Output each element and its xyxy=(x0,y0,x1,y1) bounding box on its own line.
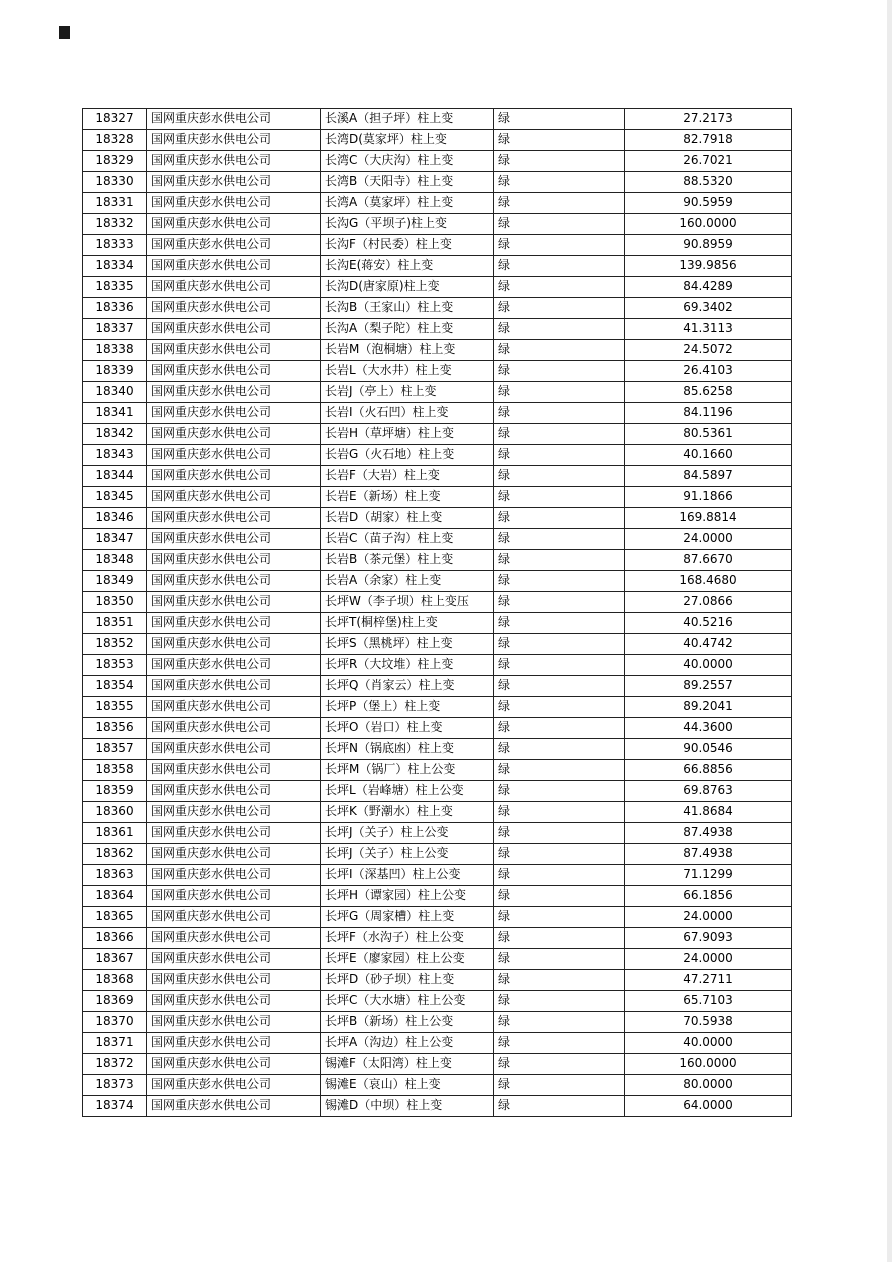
cell-company: 国网重庆彭水供电公司 xyxy=(147,760,321,781)
cell-value: 160.0000 xyxy=(625,1054,792,1075)
cell-company: 国网重庆彭水供电公司 xyxy=(147,361,321,382)
cell-value: 87.6670 xyxy=(625,550,792,571)
cell-id: 18330 xyxy=(83,172,147,193)
table-row xyxy=(83,823,792,844)
cell-company: 国网重庆彭水供电公司 xyxy=(147,466,321,487)
cell-value: 40.0000 xyxy=(625,1033,792,1054)
cell-id: 18328 xyxy=(83,130,147,151)
cell-company: 国网重庆彭水供电公司 xyxy=(147,487,321,508)
table-row xyxy=(83,613,792,634)
cell-status: 绿 xyxy=(494,277,625,298)
cell-status: 绿 xyxy=(494,193,625,214)
cell-company: 国网重庆彭水供电公司 xyxy=(147,886,321,907)
cell-status: 绿 xyxy=(494,949,625,970)
cell-company: 国网重庆彭水供电公司 xyxy=(147,781,321,802)
cell-name: 长坪I（深基凹）柱上公变 xyxy=(321,865,494,886)
cell-status: 绿 xyxy=(494,592,625,613)
cell-status: 绿 xyxy=(494,214,625,235)
cell-value: 160.0000 xyxy=(625,214,792,235)
cell-status: 绿 xyxy=(494,886,625,907)
cell-company: 国网重庆彭水供电公司 xyxy=(147,529,321,550)
table-row xyxy=(83,592,792,613)
cell-value: 85.6258 xyxy=(625,382,792,403)
cell-company: 国网重庆彭水供电公司 xyxy=(147,382,321,403)
cell-company: 国网重庆彭水供电公司 xyxy=(147,718,321,739)
cell-name: 长岩D（胡家）柱上变 xyxy=(321,508,494,529)
cell-id: 18335 xyxy=(83,277,147,298)
table-row xyxy=(83,802,792,823)
cell-name: 长坪D（砂子坝）柱上变 xyxy=(321,970,494,991)
cell-id: 18343 xyxy=(83,445,147,466)
cell-company: 国网重庆彭水供电公司 xyxy=(147,340,321,361)
cell-company: 国网重庆彭水供电公司 xyxy=(147,571,321,592)
cell-id: 18348 xyxy=(83,550,147,571)
cell-id: 18333 xyxy=(83,235,147,256)
cell-status: 绿 xyxy=(494,109,625,130)
cell-name: 锡滩D（中坝）柱上变 xyxy=(321,1096,494,1117)
cell-value: 41.3113 xyxy=(625,319,792,340)
cell-id: 18363 xyxy=(83,865,147,886)
cell-id: 18351 xyxy=(83,613,147,634)
cell-status: 绿 xyxy=(494,529,625,550)
cell-id: 18338 xyxy=(83,340,147,361)
cell-status: 绿 xyxy=(494,760,625,781)
cell-id: 18358 xyxy=(83,760,147,781)
cell-name: 长岩F（大岩）柱上变 xyxy=(321,466,494,487)
table-row xyxy=(83,277,792,298)
table-row xyxy=(83,529,792,550)
cell-value: 24.0000 xyxy=(625,907,792,928)
cell-company: 国网重庆彭水供电公司 xyxy=(147,424,321,445)
cell-id: 18341 xyxy=(83,403,147,424)
table-row xyxy=(83,970,792,991)
cell-name: 长岩I（火石凹）柱上变 xyxy=(321,403,494,424)
cell-name: 长沟D(唐家原)柱上变 xyxy=(321,277,494,298)
cell-id: 18362 xyxy=(83,844,147,865)
cell-name: 长岩H（草坪塘）柱上变 xyxy=(321,424,494,445)
cell-id: 18369 xyxy=(83,991,147,1012)
cell-value: 89.2041 xyxy=(625,697,792,718)
cell-name: 锡滩F（太阳湾）柱上变 xyxy=(321,1054,494,1075)
cell-id: 18353 xyxy=(83,655,147,676)
table-row xyxy=(83,1012,792,1033)
cell-status: 绿 xyxy=(494,424,625,445)
cell-company: 国网重庆彭水供电公司 xyxy=(147,277,321,298)
cell-status: 绿 xyxy=(494,676,625,697)
cell-id: 18347 xyxy=(83,529,147,550)
cell-id: 18345 xyxy=(83,487,147,508)
cell-status: 绿 xyxy=(494,382,625,403)
cell-value: 47.2711 xyxy=(625,970,792,991)
cell-value: 24.0000 xyxy=(625,529,792,550)
cell-company: 国网重庆彭水供电公司 xyxy=(147,991,321,1012)
cell-id: 18360 xyxy=(83,802,147,823)
cell-id: 18350 xyxy=(83,592,147,613)
cell-name: 长坪C（大水塘）柱上公变 xyxy=(321,991,494,1012)
cell-status: 绿 xyxy=(494,739,625,760)
cell-company: 国网重庆彭水供电公司 xyxy=(147,256,321,277)
cell-value: 90.0546 xyxy=(625,739,792,760)
table-row xyxy=(83,298,792,319)
table-row xyxy=(83,361,792,382)
cell-name: 长坪O（岩口）柱上变 xyxy=(321,718,494,739)
cell-company: 国网重庆彭水供电公司 xyxy=(147,403,321,424)
cell-id: 18329 xyxy=(83,151,147,172)
cell-status: 绿 xyxy=(494,802,625,823)
cell-status: 绿 xyxy=(494,571,625,592)
cell-value: 91.1866 xyxy=(625,487,792,508)
cell-value: 65.7103 xyxy=(625,991,792,1012)
cell-company: 国网重庆彭水供电公司 xyxy=(147,1075,321,1096)
cell-value: 27.2173 xyxy=(625,109,792,130)
cell-name: 长坪M（锅厂）柱上公变 xyxy=(321,760,494,781)
cell-name: 长坪G（周家槽）柱上变 xyxy=(321,907,494,928)
cell-company: 国网重庆彭水供电公司 xyxy=(147,445,321,466)
cell-name: 长湾D(莫家坪）柱上变 xyxy=(321,130,494,151)
table-row xyxy=(83,697,792,718)
cell-status: 绿 xyxy=(494,403,625,424)
cell-status: 绿 xyxy=(494,1096,625,1117)
table-row xyxy=(83,634,792,655)
cell-company: 国网重庆彭水供电公司 xyxy=(147,109,321,130)
table-row xyxy=(83,172,792,193)
table-row xyxy=(83,676,792,697)
cell-value: 84.5897 xyxy=(625,466,792,487)
cell-id: 18349 xyxy=(83,571,147,592)
cell-company: 国网重庆彭水供电公司 xyxy=(147,1096,321,1117)
cell-name: 长坪L（岩峰塘）柱上公变 xyxy=(321,781,494,802)
table-row xyxy=(83,928,792,949)
cell-status: 绿 xyxy=(494,151,625,172)
table-row xyxy=(83,424,792,445)
table-row xyxy=(83,1075,792,1096)
cell-value: 90.5959 xyxy=(625,193,792,214)
table-row xyxy=(83,193,792,214)
cell-company: 国网重庆彭水供电公司 xyxy=(147,823,321,844)
cell-name: 长坪A（沟边）柱上公变 xyxy=(321,1033,494,1054)
cell-company: 国网重庆彭水供电公司 xyxy=(147,1033,321,1054)
cell-value: 27.0866 xyxy=(625,592,792,613)
cell-id: 18365 xyxy=(83,907,147,928)
cell-status: 绿 xyxy=(494,697,625,718)
cell-id: 18368 xyxy=(83,970,147,991)
table-row xyxy=(83,1033,792,1054)
cell-company: 国网重庆彭水供电公司 xyxy=(147,550,321,571)
table-row xyxy=(83,655,792,676)
table-row xyxy=(83,319,792,340)
table-row xyxy=(83,844,792,865)
cell-value: 71.1299 xyxy=(625,865,792,886)
cell-value: 40.5216 xyxy=(625,613,792,634)
cell-status: 绿 xyxy=(494,781,625,802)
cell-value: 89.2557 xyxy=(625,676,792,697)
cell-value: 169.8814 xyxy=(625,508,792,529)
cell-value: 90.8959 xyxy=(625,235,792,256)
cell-company: 国网重庆彭水供电公司 xyxy=(147,634,321,655)
cell-name: 长岩M（泡桐塘）柱上变 xyxy=(321,340,494,361)
cell-value: 44.3600 xyxy=(625,718,792,739)
cell-value: 84.1196 xyxy=(625,403,792,424)
cell-id: 18371 xyxy=(83,1033,147,1054)
cell-company: 国网重庆彭水供电公司 xyxy=(147,970,321,991)
cell-id: 18372 xyxy=(83,1054,147,1075)
cell-value: 24.5072 xyxy=(625,340,792,361)
cell-value: 168.4680 xyxy=(625,571,792,592)
cell-status: 绿 xyxy=(494,718,625,739)
cell-status: 绿 xyxy=(494,340,625,361)
cell-status: 绿 xyxy=(494,466,625,487)
cell-value: 87.4938 xyxy=(625,844,792,865)
transformer-table xyxy=(82,108,792,1117)
cell-id: 18336 xyxy=(83,298,147,319)
cell-value: 40.1660 xyxy=(625,445,792,466)
table-row xyxy=(83,991,792,1012)
cell-name: 长岩G（火石地）柱上变 xyxy=(321,445,494,466)
cell-company: 国网重庆彭水供电公司 xyxy=(147,949,321,970)
cell-value: 66.1856 xyxy=(625,886,792,907)
cell-name: 长沟A（梨子陀）柱上变 xyxy=(321,319,494,340)
cell-company: 国网重庆彭水供电公司 xyxy=(147,802,321,823)
cell-company: 国网重庆彭水供电公司 xyxy=(147,613,321,634)
table-row xyxy=(83,907,792,928)
cell-id: 18373 xyxy=(83,1075,147,1096)
cell-company: 国网重庆彭水供电公司 xyxy=(147,739,321,760)
cell-name: 长坪E（廖家园）柱上公变 xyxy=(321,949,494,970)
table-row xyxy=(83,214,792,235)
cell-value: 64.0000 xyxy=(625,1096,792,1117)
cell-status: 绿 xyxy=(494,1033,625,1054)
cell-value: 40.4742 xyxy=(625,634,792,655)
cell-value: 26.7021 xyxy=(625,151,792,172)
cell-id: 18340 xyxy=(83,382,147,403)
cell-company: 国网重庆彭水供电公司 xyxy=(147,193,321,214)
cell-company: 国网重庆彭水供电公司 xyxy=(147,235,321,256)
cell-id: 18364 xyxy=(83,886,147,907)
cell-name: 长岩J（亭上）柱上变 xyxy=(321,382,494,403)
cell-company: 国网重庆彭水供电公司 xyxy=(147,298,321,319)
cell-value: 84.4289 xyxy=(625,277,792,298)
table-row xyxy=(83,865,792,886)
table-row xyxy=(83,739,792,760)
cell-company: 国网重庆彭水供电公司 xyxy=(147,676,321,697)
cell-status: 绿 xyxy=(494,361,625,382)
cell-status: 绿 xyxy=(494,970,625,991)
cell-status: 绿 xyxy=(494,256,625,277)
cell-company: 国网重庆彭水供电公司 xyxy=(147,865,321,886)
cell-company: 国网重庆彭水供电公司 xyxy=(147,508,321,529)
table-row xyxy=(83,256,792,277)
table-body xyxy=(83,109,792,1117)
cell-name: 长坪B（新场）柱上公变 xyxy=(321,1012,494,1033)
cell-name: 长坪J（关子）柱上公变 xyxy=(321,844,494,865)
cell-status: 绿 xyxy=(494,508,625,529)
table-row xyxy=(83,487,792,508)
cell-status: 绿 xyxy=(494,865,625,886)
cell-status: 绿 xyxy=(494,130,625,151)
cell-name: 长坪N（锅底凼）柱上变 xyxy=(321,739,494,760)
cell-name: 长沟F（村民委）柱上变 xyxy=(321,235,494,256)
cell-value: 40.0000 xyxy=(625,655,792,676)
cell-value: 139.9856 xyxy=(625,256,792,277)
table-row xyxy=(83,1054,792,1075)
cell-status: 绿 xyxy=(494,928,625,949)
cell-company: 国网重庆彭水供电公司 xyxy=(147,592,321,613)
cell-company: 国网重庆彭水供电公司 xyxy=(147,1012,321,1033)
table-row xyxy=(83,466,792,487)
cell-id: 18359 xyxy=(83,781,147,802)
cell-company: 国网重庆彭水供电公司 xyxy=(147,844,321,865)
cell-id: 18344 xyxy=(83,466,147,487)
cell-name: 长坪J（关子）柱上公变 xyxy=(321,823,494,844)
cell-name: 长坪P（堡上）柱上变 xyxy=(321,697,494,718)
cell-value: 26.4103 xyxy=(625,361,792,382)
cell-status: 绿 xyxy=(494,1075,625,1096)
cell-id: 18339 xyxy=(83,361,147,382)
cell-name: 长坪S（黑桃坪）柱上变 xyxy=(321,634,494,655)
cell-id: 18354 xyxy=(83,676,147,697)
table-row xyxy=(83,550,792,571)
table-row xyxy=(83,109,792,130)
cell-id: 18357 xyxy=(83,739,147,760)
cell-status: 绿 xyxy=(494,991,625,1012)
table-row xyxy=(83,1096,792,1117)
table-row xyxy=(83,571,792,592)
cell-name: 长沟G（平坝子)柱上变 xyxy=(321,214,494,235)
cell-status: 绿 xyxy=(494,445,625,466)
cell-value: 88.5320 xyxy=(625,172,792,193)
cell-id: 18334 xyxy=(83,256,147,277)
cell-status: 绿 xyxy=(494,655,625,676)
cell-status: 绿 xyxy=(494,1012,625,1033)
cell-status: 绿 xyxy=(494,319,625,340)
cell-value: 24.0000 xyxy=(625,949,792,970)
table-row xyxy=(83,382,792,403)
cell-id: 18352 xyxy=(83,634,147,655)
table-row xyxy=(83,886,792,907)
table-row xyxy=(83,508,792,529)
cell-name: 长坪H（谭家园）柱上公变 xyxy=(321,886,494,907)
cell-company: 国网重庆彭水供电公司 xyxy=(147,130,321,151)
table-row xyxy=(83,781,792,802)
cell-company: 国网重庆彭水供电公司 xyxy=(147,151,321,172)
cell-company: 国网重庆彭水供电公司 xyxy=(147,1054,321,1075)
cell-id: 18370 xyxy=(83,1012,147,1033)
table-row xyxy=(83,949,792,970)
cell-value: 41.8684 xyxy=(625,802,792,823)
cell-name: 长岩E（新场）柱上变 xyxy=(321,487,494,508)
cell-name: 长坪K（野潮水）柱上变 xyxy=(321,802,494,823)
cell-status: 绿 xyxy=(494,550,625,571)
cell-company: 国网重庆彭水供电公司 xyxy=(147,907,321,928)
table-row xyxy=(83,403,792,424)
table-row xyxy=(83,718,792,739)
cell-value: 80.5361 xyxy=(625,424,792,445)
cell-company: 国网重庆彭水供电公司 xyxy=(147,214,321,235)
cell-name: 长湾C（大庆沟）柱上变 xyxy=(321,151,494,172)
cell-id: 18331 xyxy=(83,193,147,214)
cell-name: 长岩C（苗子沟）柱上变 xyxy=(321,529,494,550)
cell-status: 绿 xyxy=(494,298,625,319)
cell-value: 66.8856 xyxy=(625,760,792,781)
cell-name: 锡滩E（哀山）柱上变 xyxy=(321,1075,494,1096)
cell-company: 国网重庆彭水供电公司 xyxy=(147,928,321,949)
cell-value: 87.4938 xyxy=(625,823,792,844)
cell-company: 国网重庆彭水供电公司 xyxy=(147,172,321,193)
cell-status: 绿 xyxy=(494,235,625,256)
table-row xyxy=(83,235,792,256)
table-row xyxy=(83,151,792,172)
cell-name: 长岩L（大水井）柱上变 xyxy=(321,361,494,382)
cell-name: 长坪W（李子坝）柱上变压 xyxy=(321,592,494,613)
cell-value: 82.7918 xyxy=(625,130,792,151)
cell-status: 绿 xyxy=(494,1054,625,1075)
cell-name: 长沟B（王家山）柱上变 xyxy=(321,298,494,319)
cell-id: 18337 xyxy=(83,319,147,340)
cell-name: 长湾B（天阳寺）柱上变 xyxy=(321,172,494,193)
cell-company: 国网重庆彭水供电公司 xyxy=(147,697,321,718)
cell-value: 80.0000 xyxy=(625,1075,792,1096)
corner-mark xyxy=(59,26,70,39)
cell-name: 长坪R（大坟堆）柱上变 xyxy=(321,655,494,676)
cell-status: 绿 xyxy=(494,844,625,865)
table-row xyxy=(83,130,792,151)
cell-value: 67.9093 xyxy=(625,928,792,949)
cell-id: 18366 xyxy=(83,928,147,949)
cell-id: 18361 xyxy=(83,823,147,844)
cell-name: 长沟E(蒋安）柱上变 xyxy=(321,256,494,277)
table-row xyxy=(83,445,792,466)
cell-id: 18374 xyxy=(83,1096,147,1117)
table-row xyxy=(83,340,792,361)
cell-status: 绿 xyxy=(494,823,625,844)
cell-id: 18356 xyxy=(83,718,147,739)
cell-status: 绿 xyxy=(494,172,625,193)
cell-company: 国网重庆彭水供电公司 xyxy=(147,319,321,340)
cell-value: 70.5938 xyxy=(625,1012,792,1033)
cell-company: 国网重庆彭水供电公司 xyxy=(147,655,321,676)
cell-name: 长溪A（担子坪）柱上变 xyxy=(321,109,494,130)
cell-id: 18355 xyxy=(83,697,147,718)
cell-id: 18342 xyxy=(83,424,147,445)
cell-value: 69.8763 xyxy=(625,781,792,802)
cell-name: 长岩A（余家）柱上变 xyxy=(321,571,494,592)
cell-name: 长坪Q（肖家云）柱上变 xyxy=(321,676,494,697)
cell-id: 18346 xyxy=(83,508,147,529)
cell-name: 长坪T(桐梓堡)柱上变 xyxy=(321,613,494,634)
cell-name: 长湾A（莫家坪）柱上变 xyxy=(321,193,494,214)
window-edge xyxy=(887,0,892,1262)
cell-name: 长岩B（茶元堡）柱上变 xyxy=(321,550,494,571)
cell-id: 18327 xyxy=(83,109,147,130)
cell-status: 绿 xyxy=(494,634,625,655)
cell-name: 长坪F（水沟子）柱上公变 xyxy=(321,928,494,949)
cell-id: 18367 xyxy=(83,949,147,970)
cell-status: 绿 xyxy=(494,487,625,508)
table-row xyxy=(83,760,792,781)
cell-status: 绿 xyxy=(494,613,625,634)
cell-status: 绿 xyxy=(494,907,625,928)
cell-id: 18332 xyxy=(83,214,147,235)
cell-value: 69.3402 xyxy=(625,298,792,319)
